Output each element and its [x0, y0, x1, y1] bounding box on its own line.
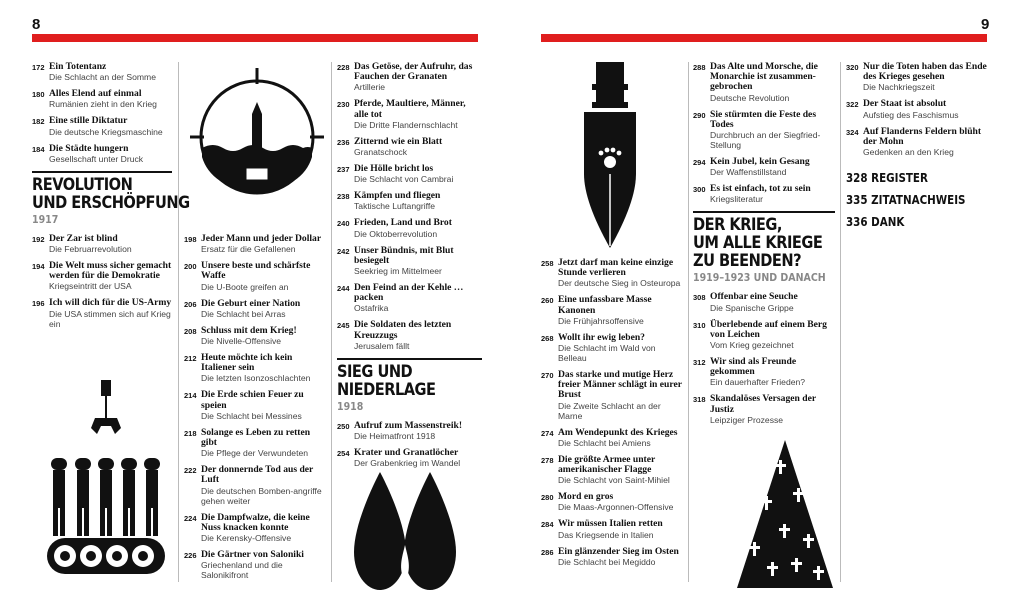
toc-entry: [337, 164, 482, 184]
toc-entry-subtitle: Gesellschaft unter Druck: [49, 153, 144, 164]
toc-entry: [541, 333, 683, 363]
toc-entry-subtitle: Artillerie: [354, 82, 386, 93]
toc-entry: [32, 116, 172, 136]
toc-entry: [337, 421, 482, 441]
toc-entry: [541, 519, 683, 539]
toc-entry-title: Unsere beste und schärfste Waffe: [201, 260, 311, 282]
toc-entry-subtitle: Die Schlacht im Wald von Belleau: [558, 343, 656, 364]
toc-entry: [184, 353, 324, 383]
red-header-bar-right: [541, 34, 987, 42]
toc-entry: [32, 144, 172, 164]
toc-entry-title: Die Erde schien Feuer zu speien: [201, 389, 304, 411]
toc-entry-title: Das Getöse, der Aufruhr, das Fauchen der Granaten: [354, 61, 473, 83]
toc-page-number: 206: [184, 299, 197, 309]
toc-column-1: [32, 61, 190, 336]
toc-entry-subtitle: Vom Krieg gezeichnet: [710, 340, 794, 351]
toc-entry: [541, 295, 683, 325]
toc-entry: [32, 261, 172, 291]
toc-page-number: 238: [337, 192, 350, 202]
toc-entry-title: Der Staat ist absolut: [863, 98, 947, 110]
section-year: 1919–1923 UND DANACH: [693, 271, 826, 285]
toc-entry-title: Heute möchte ich kein Italiener sein: [201, 352, 293, 374]
toc-entry-subtitle: Aufstieg des Faschismus: [863, 109, 959, 120]
toc-entry-subtitle: Ersatz für die Gefallenen: [201, 244, 296, 255]
toc-page-number: 180: [32, 90, 45, 100]
toc-page-number: 268: [541, 333, 554, 343]
toc-entry-title: Mord en gros: [558, 491, 614, 503]
toc-column-3: [337, 62, 482, 475]
toc-page-number: 290: [693, 110, 706, 120]
section-title: SIEG UND: [337, 361, 413, 382]
toc-entry-title: Der donnernde Tod aus der Luft: [201, 464, 314, 486]
toc-entry-title: Ich will dich für die US-Army: [49, 297, 172, 309]
toc-backmatter-label: REGISTER: [871, 171, 928, 186]
toc-page-number: 172: [32, 63, 45, 72]
toc-entry-title: Die Dampfwalze, die keine Nuss knacken konnte: [201, 511, 310, 533]
toc-page-number: 280: [541, 493, 554, 503]
toc-entry-subtitle: Kriegsliteratur: [710, 194, 764, 205]
toc-page-number: 244: [337, 284, 350, 294]
toc-page-number: 240: [337, 219, 350, 229]
column-divider: [178, 62, 179, 582]
toc-page-number: 270: [541, 371, 554, 381]
toc-entry-subtitle: Die Schlacht von Saint-Mihiel: [558, 475, 670, 486]
toc-entry-subtitle: Der Waffenstillstand: [710, 167, 787, 178]
toc-entry-subtitle: Die Zweite Schlacht an der Marne: [558, 400, 661, 421]
toc-entry-subtitle: Die Dritte Flandernschlacht: [354, 119, 458, 130]
toc-entry-subtitle: Seekrieg im Mittelmeer: [354, 266, 442, 277]
toc-entry-subtitle: Rumänien zieht in den Krieg: [49, 99, 157, 110]
toc-entry-subtitle: Taktische Luftangriffe: [354, 201, 436, 212]
toc-page-number: 245: [337, 321, 350, 331]
toc-entry-subtitle: Die USA stimmen sich auf Krieg ein: [49, 308, 171, 329]
toc-entry: [541, 547, 683, 567]
periscope-icon: [188, 62, 326, 202]
section-year: 1917: [32, 212, 59, 226]
toc-entry-subtitle: Die Frühjahrsoffensive: [558, 315, 644, 326]
toc-entry-subtitle: Die Kerensky-Offensive: [201, 533, 292, 544]
toc-page-number: 286: [541, 547, 554, 557]
toc-entry: [541, 370, 683, 421]
toc-entry-subtitle: Die Schlacht bei Arras: [201, 308, 286, 319]
toc-entry-title: Die Welt muss sicher gemacht werden für die Demokratie: [49, 260, 172, 282]
toc-entry-subtitle: Ein dauerhafter Frieden?: [710, 377, 806, 388]
page-number-right: 9: [981, 16, 990, 33]
toc-entry-title: Die Gärtner von Saloniki: [201, 549, 304, 561]
toc-page-number: 214: [184, 391, 197, 401]
toc-entry-title: Die Geburt einer Nation: [201, 297, 301, 309]
toc-entry-subtitle: Die Oktoberrevolution: [354, 228, 438, 239]
toc-entry: [693, 292, 835, 312]
column-divider: [688, 62, 689, 582]
toc-entry-title: Eine stille Diktatur: [49, 115, 128, 127]
toc-entry: [184, 390, 324, 420]
toc-entry: [693, 394, 835, 424]
toc-page-number: 336: [846, 215, 868, 230]
pile-of-crosses-icon: [735, 438, 835, 590]
toc-entry-subtitle: Die Schlacht von Cambrai: [354, 174, 454, 185]
section-title: ZU BEENDEN?: [693, 251, 802, 272]
toc-page-number: 192: [32, 234, 45, 244]
toc-entry-subtitle: Die Schlacht bei Messines: [201, 410, 302, 421]
toc-entry-title: Wir sind als Freunde gekommen: [710, 356, 797, 378]
toc-entry: [184, 428, 324, 458]
toc-entry-title: Die Städte hungern: [49, 142, 129, 154]
toc-entry: [32, 234, 172, 254]
toc-entry: [337, 246, 482, 276]
toc-entry-title: Auf Flanderns Feldern blüht der Mohn: [863, 125, 982, 147]
toc-page-number: 312: [693, 358, 706, 368]
toc-page-number: 310: [693, 320, 706, 330]
toc-entry-title: Alles Elend auf einmal: [49, 88, 142, 100]
toc-page-number: 198: [184, 235, 197, 244]
toc-page-number: 222: [184, 466, 197, 476]
toc-page-number: 228: [337, 63, 350, 72]
toc-column-6: [846, 62, 988, 233]
toc-entry: [541, 492, 683, 512]
toc-entry: [32, 62, 172, 82]
toc-entry-title: Der Zar ist blind: [49, 232, 118, 244]
toc-entry: [541, 258, 683, 288]
toc-entry-subtitle: Der deutsche Sieg in Osteuropa: [558, 278, 681, 289]
toc-entry: [693, 157, 835, 177]
toc-page-number: 335: [846, 193, 868, 208]
toc-page-number: 242: [337, 246, 350, 256]
section-heading-revolution: [32, 171, 190, 226]
toc-backmatter-entry: [846, 211, 968, 233]
toc-entry-subtitle: Die U-Boote greifen an: [201, 281, 289, 292]
toc-entry: [184, 234, 324, 254]
toc-entry-title: Nur die Toten haben das Ende des Krieges gesehen: [863, 61, 987, 83]
toc-entry-title: Die Hölle bricht los: [354, 163, 434, 175]
toc-page-number: 226: [184, 551, 197, 561]
toc-entry: [337, 218, 482, 238]
toc-entry-title: Eine unfassbare Masse Kanonen: [558, 294, 652, 316]
toc-entry-subtitle: Gedenken an den Krieg: [863, 147, 954, 158]
toc-entry-title: Ein glänzender Sieg im Osten: [558, 545, 679, 557]
toc-entry: [184, 261, 324, 291]
toc-page-number: 236: [337, 137, 350, 147]
toc-entry-title: Die größte Armee unter amerikanischer Flagge: [558, 453, 656, 476]
section-heading-der-krieg: [693, 211, 835, 284]
toc-entry-subtitle: Die deutsche Kriegsmaschine: [49, 126, 163, 137]
toc-page-number: 196: [32, 299, 45, 309]
toc-entry-subtitle: Granatschock: [354, 147, 408, 158]
section-title: UND ERSCHÖPFUNG: [32, 192, 190, 213]
toc-entry: [184, 326, 324, 346]
section-title: NIEDERLAGE: [337, 379, 436, 400]
toc-page-number: 208: [184, 326, 197, 336]
toc-column-5: [693, 62, 835, 432]
toc-page-number: 320: [846, 63, 859, 72]
toc-entry-subtitle: Durchbruch an der Siegfried-Stellung: [710, 130, 821, 151]
toc-entry-subtitle: Die Maas-Argonnen-Offensive: [558, 502, 674, 513]
toc-entry-subtitle: Die Nachkriegszeit: [863, 82, 935, 93]
toc-entry-title: Aufruf zum Massenstreik!: [354, 419, 463, 431]
toc-entry: [32, 89, 172, 109]
toc-page-number: 328: [846, 171, 868, 186]
toc-entry-title: Das Alte und Morsche, die Monarchie ist zusammen-gebrochen: [710, 61, 818, 93]
toc-entry-title: Kämpfen und fliegen: [354, 190, 441, 202]
toc-page-number: 294: [693, 158, 706, 168]
page-number-left: 8: [32, 16, 41, 33]
toc-entry-subtitle: Die Schlacht bei Amiens: [558, 437, 651, 448]
toc-page-number: 258: [541, 259, 554, 268]
toc-entry-subtitle: Ostafrika: [354, 303, 389, 314]
toc-entry-title: Zitternd wie ein Blatt: [354, 135, 443, 147]
toc-entry-subtitle: Der Grabenkrieg im Wandel: [354, 458, 461, 469]
toc-page-number: 194: [32, 262, 45, 272]
toc-entry: [184, 513, 324, 543]
toc-column-2: [184, 234, 324, 587]
toc-entry: [337, 448, 482, 468]
toc-entry-title: Die Soldaten des letzten Kreuzzugs: [354, 319, 452, 341]
toc-page-number: 288: [693, 63, 706, 72]
toc-entry-title: Es ist einfach, tot zu sein: [710, 183, 811, 195]
toc-entry-title: Unser Bündnis, mit Blut besiegelt: [354, 244, 454, 266]
toc-entry: [693, 357, 835, 387]
toc-entry-title: Jeder Mann und jeder Dollar: [201, 233, 322, 244]
toc-page-number: 274: [541, 428, 554, 438]
toc-entry: [184, 299, 324, 319]
toc-entry-subtitle: Leipziger Prozesse: [710, 414, 784, 425]
toc-entry-subtitle: Das Kriegsende in Italien: [558, 529, 654, 540]
toc-entry: [693, 320, 835, 350]
toc-entry-subtitle: Jerusalem fällt: [354, 340, 410, 351]
toc-entry-title: Krater und Granatlöcher: [354, 447, 459, 459]
soldiers-conveyor-icon: [45, 378, 167, 590]
toc-entry-title: Den Feind an der Kehle … packen: [354, 282, 464, 304]
toc-entry: [846, 62, 988, 92]
toc-page-number: 224: [184, 513, 197, 523]
toc-entry: [693, 110, 835, 150]
toc-entry-title: Skandalöses Versagen der Justiz: [710, 393, 816, 415]
toc-entry-title: Frieden, Land und Brot: [354, 217, 452, 229]
toc-entry-subtitle: Die Spanische Grippe: [710, 302, 794, 313]
toc-entry: [846, 127, 988, 157]
toc-entry-subtitle: Die Schlacht bei Megiddo: [558, 556, 656, 567]
toc-entry-title: Wir müssen Italien retten: [558, 518, 663, 530]
section-title: UM ALLE KRIEGE: [693, 233, 823, 254]
toc-entry-title: Kein Jubel, kein Gesang: [710, 156, 810, 168]
toc-entry-title: Pferde, Maultiere, Männer, alle tot: [354, 98, 466, 120]
toc-entry: [184, 550, 324, 580]
pen-nib-icon: [578, 62, 642, 250]
toc-page-number: 260: [541, 296, 554, 306]
toc-entry-title: Sie stürmten die Feste des Todes: [710, 108, 817, 130]
toc-entry: [693, 62, 835, 103]
toc-entry: [184, 465, 324, 505]
toc-backmatter-entry: [846, 167, 968, 189]
toc-entry: [337, 62, 482, 92]
toc-entry-subtitle: Die Schlacht an der Somme: [49, 72, 156, 83]
toc-page-number: 278: [541, 455, 554, 465]
toc-page-number: 284: [541, 520, 554, 530]
toc-entry: [337, 99, 482, 129]
section-title: REVOLUTION: [32, 174, 133, 195]
toc-entry-subtitle: Die Februarrevolution: [49, 244, 132, 255]
toc-entry-title: Offenbar eine Seuche: [710, 291, 798, 303]
toc-entry-title: Wollt ihr ewig leben?: [558, 331, 645, 343]
toc-page-number: 212: [184, 354, 197, 364]
toc-entry-subtitle: Die Pflege der Verwundeten: [201, 448, 309, 459]
toc-entry: [337, 137, 482, 157]
toc-backmatter-label: DANK: [871, 215, 905, 230]
toc-entry-subtitle: Griechenland und die Salonikifront: [201, 560, 283, 581]
toc-page-number: 200: [184, 262, 197, 272]
toc-entry-title: Am Wendepunkt des Krieges: [558, 426, 678, 438]
toc-page-number: 230: [337, 100, 350, 110]
toc-page-number: 308: [693, 293, 706, 303]
toc-entry-title: Das starke und mutige Herz freier Männer schlägt in eurer Brust: [558, 369, 682, 401]
column-divider: [840, 62, 841, 582]
section-year: 1918: [337, 399, 364, 413]
toc-backmatter-label: ZITATNACHWEIS: [871, 193, 966, 208]
toc-page-number: 322: [846, 100, 859, 110]
toc-entry-title: Solange es Leben zu retten gibt: [201, 426, 311, 449]
toc-page-number: 237: [337, 165, 350, 175]
toc-entry: [541, 455, 683, 485]
toc-entry: [846, 99, 988, 119]
toc-entry: [32, 298, 172, 328]
toc-page-number: 250: [337, 421, 350, 431]
toc-page-number: 218: [184, 428, 197, 438]
toc-entry-subtitle: Deutsche Revolution: [710, 92, 790, 103]
toc-entry-subtitle: Kriegseintritt der USA: [49, 281, 132, 292]
toc-page-number: 300: [693, 185, 706, 195]
toc-entry-subtitle: Die Nivelle-Offensive: [201, 336, 282, 347]
toc-entry: [337, 283, 482, 313]
toc-entry-title: Überlebende auf einem Berg von Leichen: [710, 318, 827, 340]
toc-entry-title: Ein Totentanz: [49, 61, 107, 72]
toc-page-number: 182: [32, 117, 45, 127]
toc-page-number: 184: [32, 144, 45, 154]
toc-backmatter-entry: [846, 189, 968, 211]
toc-entry-title: Schluss mit dem Krieg!: [201, 324, 297, 336]
section-title: DER KRIEG,: [693, 215, 782, 236]
toc-entry-title: Jetzt darf man keine einzige Stunde verlieren: [558, 257, 674, 279]
red-header-bar-left: [32, 34, 478, 42]
blood-drops-icon: [350, 470, 460, 595]
toc-entry: [337, 191, 482, 211]
toc-entry-subtitle: Die Heimatfront 1918: [354, 431, 436, 442]
section-heading-sieg: [337, 358, 482, 413]
toc-page-number: 254: [337, 449, 350, 459]
toc-column-4: [541, 258, 683, 574]
toc-entry: [541, 428, 683, 448]
toc-entry: [337, 320, 482, 350]
toc-entry-subtitle: Die letzten Isonzoschlachten: [201, 373, 311, 384]
toc-page-number: 318: [693, 395, 706, 405]
toc-entry: [693, 184, 835, 204]
toc-entry-subtitle: Die deutschen Bomben-angriffe gehen weiter: [201, 485, 322, 506]
toc-page-number: 324: [846, 127, 859, 137]
column-divider: [331, 62, 332, 582]
